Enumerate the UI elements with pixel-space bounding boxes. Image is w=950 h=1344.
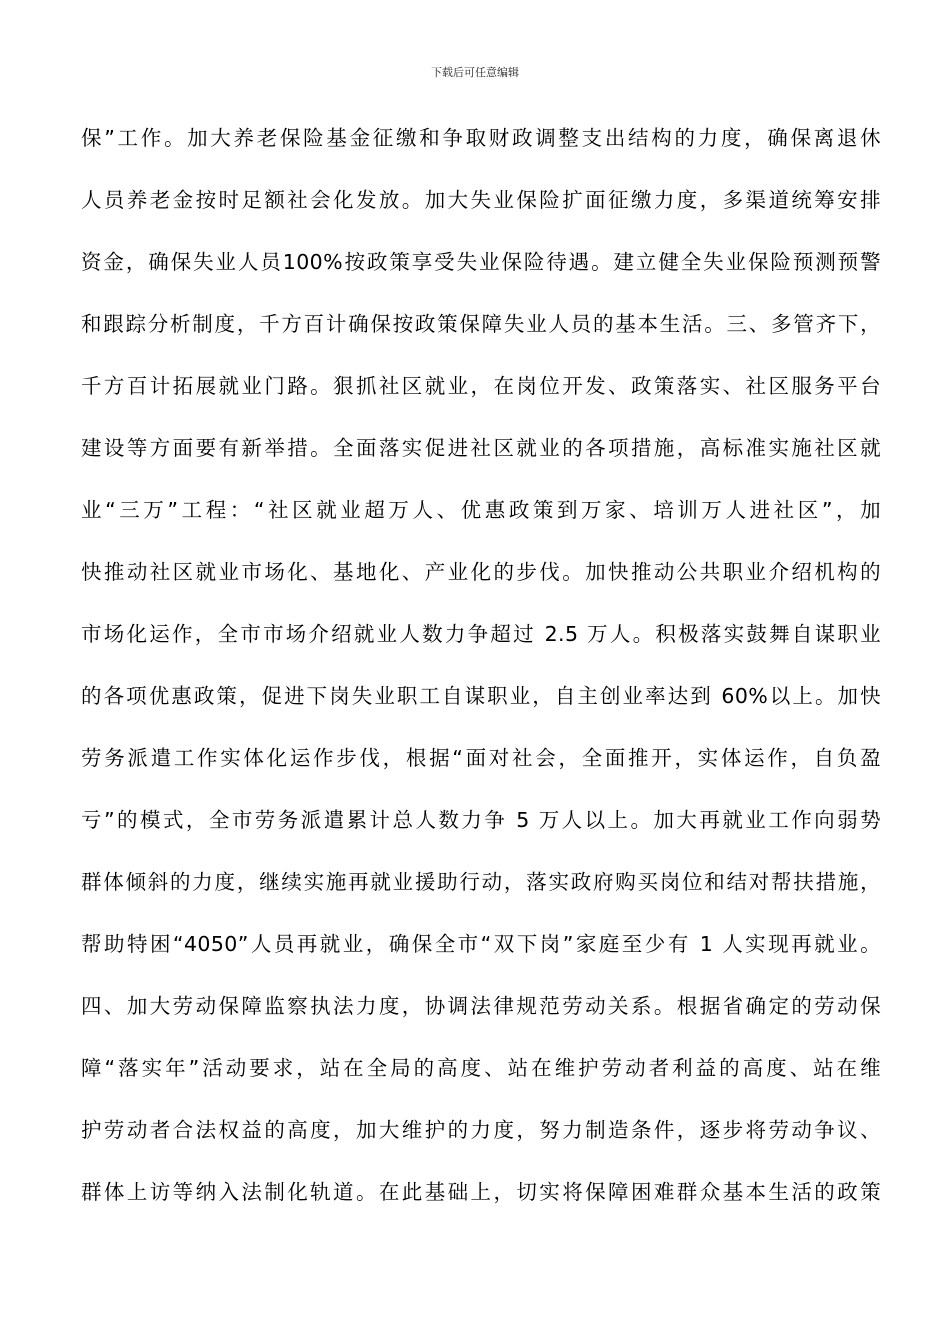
paragraph-line: 千方百计拓展就业门路。狠抓社区就业，在岗位开发、政策落实、社区服务平台 xyxy=(81,374,881,398)
paragraph-line: 护劳动者合法权益的高度，加大维护的力度，努力制造条件，逐步将劳动争议、 xyxy=(81,1118,881,1142)
paragraph-line: 亏”的模式，全市劳务派遣累计总人数力争 5 万人以上。加大再就业工作向弱势 xyxy=(81,808,881,832)
paragraph-line: 人员养老金按时足额社会化发放。加大失业保险扩面征缴力度，多渠道统筹安排 xyxy=(81,188,881,212)
paragraph-line: 劳务派遣工作实体化运作步伐，根据“面对社会，全面推开，实体运作，自负盈 xyxy=(81,746,881,770)
paragraph-line: 帮助特困“4050”人员再就业，确保全市“双下岗”家庭至少有 1 人实现再就业。 xyxy=(81,932,881,956)
paragraph-line: 资金，确保失业人员100%按政策享受失业保险待遇。建立健全失业保险预测预警 xyxy=(81,250,881,274)
page-header-note: 下载后可任意编辑 xyxy=(431,66,519,79)
paragraph-line: 市场化运作，全市市场介绍就业人数力争超过 2.5 万人。积极落实鼓舞自谋职业 xyxy=(81,622,881,646)
paragraph-line: 障“落实年”活动要求，站在全局的高度、站在维护劳动者利益的高度、站在维 xyxy=(81,1056,881,1080)
document-body xyxy=(81,120,881,1236)
paragraph-line: 保”工作。加大养老保险基金征缴和争取财政调整支出结构的力度，确保离退休 xyxy=(81,126,881,150)
paragraph-line: 和跟踪分析制度，千方百计确保按政策保障失业人员的基本生活。三、多管齐下， xyxy=(81,312,881,336)
paragraph-line: 业“三万”工程：“社区就业超万人、优惠政策到万家、培训万人进社区”，加 xyxy=(81,498,881,522)
paragraph-line: 群体上访等纳入法制化轨道。在此基础上，切实将保障困难群众基本生活的政策 xyxy=(81,1180,881,1204)
paragraph-line: 快推动社区就业市场化、基地化、产业化的步伐。加快推动公共职业介绍机构的 xyxy=(81,560,881,584)
paragraph-line: 四、加大劳动保障监察执法力度，协调法律规范劳动关系。根据省确定的劳动保 xyxy=(81,994,881,1018)
paragraph-line: 群体倾斜的力度，继续实施再就业援助行动，落实政府购买岗位和结对帮扶措施， xyxy=(81,870,881,894)
paragraph-line: 建设等方面要有新举措。全面落实促进社区就业的各项措施，高标准实施社区就 xyxy=(81,436,881,460)
paragraph-line: 的各项优惠政策，促进下岗失业职工自谋职业，自主创业率达到 60%以上。加快 xyxy=(81,684,881,708)
